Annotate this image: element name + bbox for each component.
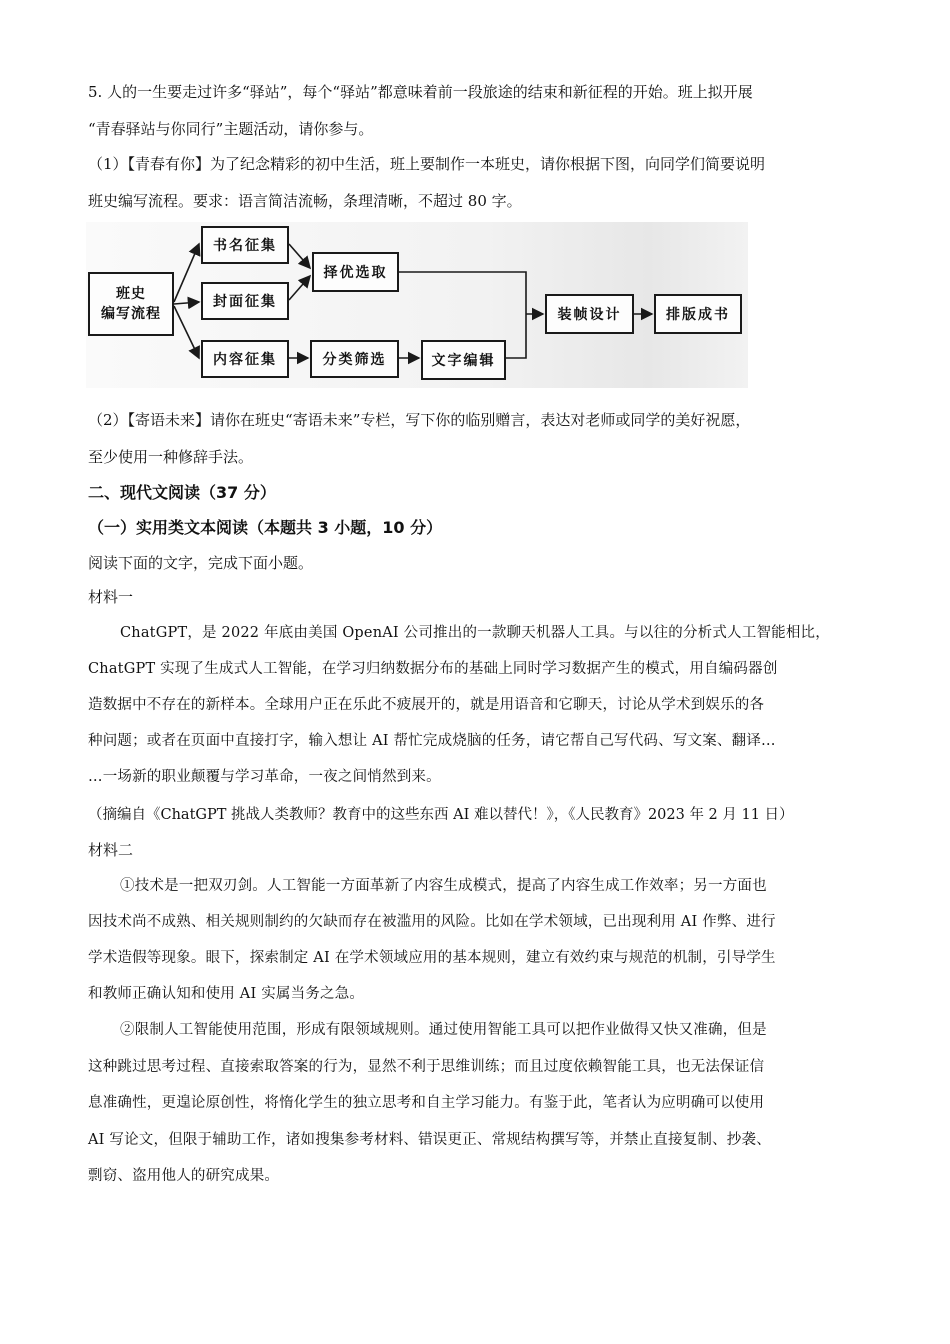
- material-1-label: 材料一: [88, 588, 134, 606]
- flow-node-book-name: 书名征集: [201, 226, 289, 264]
- material-2-line-4: 和教师正确认知和使用 AI 实属当务之急。: [88, 986, 365, 1002]
- subquestion-1-line-2: 班史编写流程。要求：语言简洁流畅，条理清晰，不超过 80 字。: [88, 192, 522, 210]
- flowchart-connectors: [86, 222, 748, 388]
- flow-node-classify: 分类筛选: [310, 340, 399, 378]
- class-history-flowchart: [86, 222, 748, 388]
- flow-node-start-line-2: 编写流程: [101, 306, 161, 322]
- material-2-line-5: ②限制人工智能使用范围，形成有限领域规则。通过使用智能工具可以把作业做得又快又准确，但是: [120, 1022, 767, 1038]
- reading-instruction: 阅读下面的文字，完成下面小题。: [88, 554, 314, 572]
- flow-node-start-line-1: 班史: [116, 286, 146, 302]
- question-5-line-1: 5. 人的一生要走过许多“驿站”，每个“驿站”都意味着前一段旅途的结束和新征程的开始。班上拟开展: [88, 83, 753, 101]
- flow-node-cover: 封面征集: [201, 282, 289, 320]
- material-2-label: 材料二: [88, 841, 134, 859]
- section-2-heading: 二、现代文阅读（37 分）: [88, 483, 276, 502]
- material-2-line-6: 这种跳过思考过程、直接索取答案的行为，显然不利于思维训练；而且过度依赖智能工具，也无法保证信: [88, 1059, 765, 1075]
- material-2-line-2: 因技术尚不成熟、相关规则制约的欠缺而存在被滥用的风险。比如在学术领域，已出现利用 AI 作弊、进行: [88, 914, 776, 930]
- material-2-line-9: 剽窃、盗用他人的研究成果。: [88, 1168, 280, 1184]
- section-2-subheading: （一）实用类文本阅读（本题共 3 小题，10 分）: [88, 518, 443, 537]
- flow-node-select-best: 择优选取: [312, 252, 399, 292]
- subquestion-2-line-1: （2）【寄语未来】请你在班史“寄语未来”专栏，写下你的临别赠言，表达对老师或同学的美好祝愿，: [88, 411, 751, 429]
- material-1-line-5: …一场新的职业颠覆与学习革命，一夜之间悄然到来。: [88, 769, 441, 785]
- question-5-line-2: “青春驿站与你同行”主题活动，请你参与。: [88, 120, 374, 138]
- subquestion-1-line-1: （1）【青春有你】为了纪念精彩的初中生活，班上要制作一本班史，请你根据下图，向同学们简要说明: [88, 155, 766, 173]
- material-2-line-8: AI 写论文，但限于辅助工作，诸如搜集参考材料、错误更正、常规结构撰写等，并禁止直接复制、抄袭、: [88, 1132, 771, 1148]
- material-1-line-1: ChatGPT，是 2022 年底由美国 OpenAI 公司推出的一款聊天机器人工具。与以往的分析式人工智能相比，: [120, 625, 830, 641]
- material-1-source: （摘编自《ChatGPT 挑战人类教师？教育中的这些东西 AI 难以替代！》，《人民教育》2023 年 2 月 11 日）: [88, 807, 794, 823]
- material-1-line-4: 种问题；或者在页面中直接打字，输入想让 AI 帮忙完成烧脑的任务，请它帮自己写代码、写文案、翻译…: [88, 733, 776, 749]
- flow-node-start: [88, 272, 174, 336]
- flow-node-edit-text: 文字编辑: [421, 340, 506, 380]
- material-2-line-7: 息准确性，更遑论原创性，将惰化学生的独立思考和自主学习能力。有鉴于此，笔者认为应明确可以使用: [88, 1095, 765, 1111]
- subquestion-2-line-2: 至少使用一种修辞手法。: [88, 448, 254, 466]
- material-2-line-3: 学术造假等现象。眼下，探索制定 AI 在学术领域应用的基本规则，建立有效约束与规范的机制，引导学生: [88, 950, 776, 966]
- material-2-line-1: ①技术是一把双刃剑。人工智能一方面革新了内容生成模式，提高了内容生成工作效率；另一方面也: [120, 878, 767, 894]
- flow-node-content: 内容征集: [201, 340, 289, 378]
- flow-node-typeset: 排版成书: [654, 294, 742, 334]
- material-1-line-3: 造数据中不存在的新样本。全球用户正在乐此不疲展开的，就是用语音和它聊天，讨论从学术到娱乐的各: [88, 697, 765, 713]
- flow-node-design: 装帧设计: [545, 294, 634, 334]
- material-1-line-2: ChatGPT 实现了生成式人工智能，在学习归纳数据分布的基础上同时学习数据产生的模式，用自编码器创: [88, 661, 778, 677]
